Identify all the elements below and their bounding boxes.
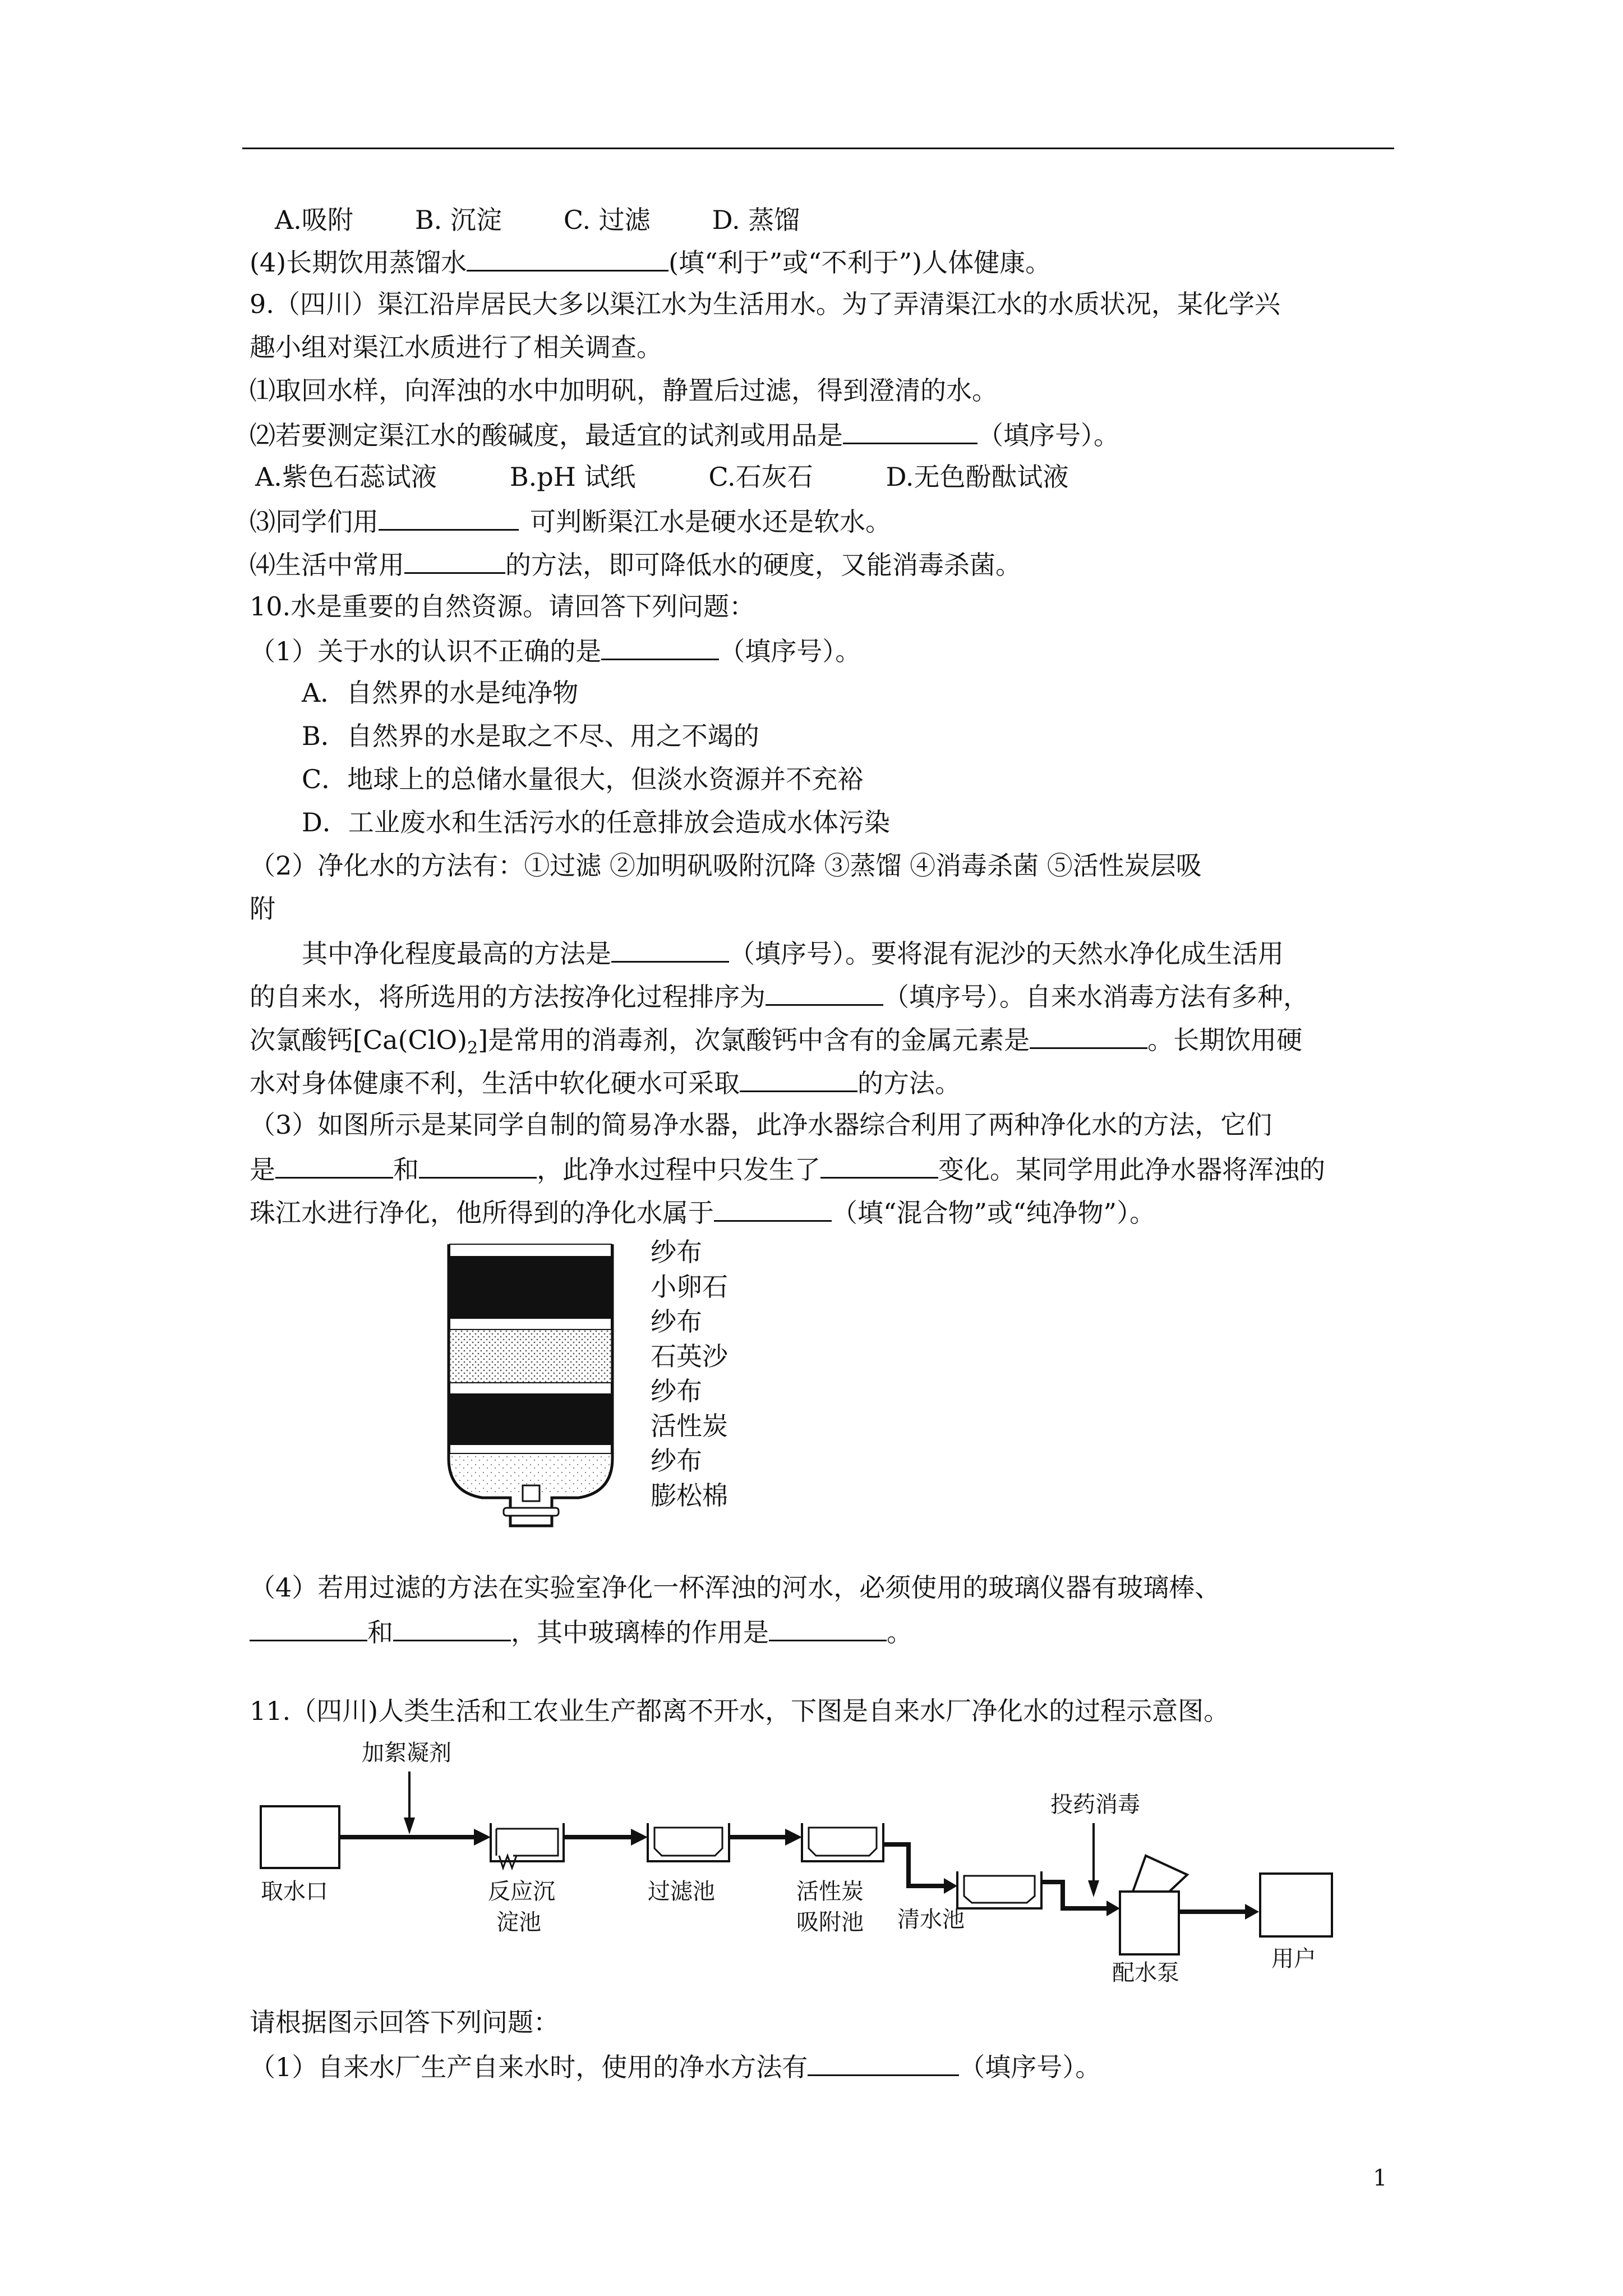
answer-blank[interactable] bbox=[769, 1614, 887, 1641]
flow-arrow bbox=[944, 1878, 957, 1894]
flow-arrow bbox=[474, 1829, 491, 1846]
filter-label: 活性炭 bbox=[651, 1411, 728, 1441]
layer-quartz-sand bbox=[450, 1329, 611, 1383]
q10-sub2-para3: 次氯酸钙$[Ca(ClO)_2]$是常用的消毒剂，次氯酸钙中含有的金属元素是 。长期饮用硬 bbox=[250, 1022, 1302, 1065]
q9-options bbox=[255, 460, 1069, 494]
q10-sub1: （1）关于水的认识不正确的是 （填序号）。 bbox=[250, 633, 861, 668]
water-filter-figure bbox=[426, 1234, 785, 1537]
q9-sub3: ⑶同学们用 可判断渠江水是硬水还是软水。 bbox=[250, 503, 891, 539]
answer-blank[interactable] bbox=[250, 1614, 367, 1641]
water-plant-flow-diagram bbox=[250, 1733, 1399, 1986]
clear-water-tank bbox=[964, 1876, 1035, 1903]
layer-activated-carbon bbox=[450, 1394, 611, 1444]
q10-sub1-option-d: D．工业废水和生活污水的任意排放会造成水体污染 bbox=[302, 807, 890, 838]
page-number: 1 bbox=[1373, 2165, 1387, 2191]
q11-sub1: （1）自来水厂生产自来水时，使用的净水方法有 （填序号）。 bbox=[250, 2049, 1101, 2084]
pump-label: 配水泵 bbox=[1112, 1960, 1179, 1986]
outlet-tube bbox=[523, 1485, 540, 1501]
q9-option-d: D.无色酚酞试液 bbox=[886, 462, 1069, 492]
clear-tank-label: 清水池 bbox=[897, 1907, 965, 1932]
flow-arrow bbox=[631, 1829, 648, 1846]
coagulant-arrow bbox=[404, 1818, 415, 1834]
answer-blank[interactable] bbox=[766, 978, 883, 1006]
q8-option-b: B. 沉淀 bbox=[414, 205, 502, 235]
q9-sub2: ⑵若要测定渠江水的酸碱度，最适宜的试剂或用品是 （填序号）。 bbox=[250, 417, 1119, 452]
filter-label: 纱布 bbox=[651, 1446, 702, 1476]
q11-prompt: 请根据图示回答下列问题： bbox=[250, 2007, 559, 2037]
sediment-label: 反应沉 bbox=[488, 1879, 555, 1904]
carbon-tank-label: 吸附池 bbox=[796, 1910, 864, 1935]
q10-sub4-line1: （4）若用过滤的方法在实验室净化一杯浑浊的河水，必须使用的玻璃仪器有玻璃棒、 bbox=[250, 1572, 1221, 1603]
answer-blank[interactable] bbox=[379, 503, 519, 531]
q10-sub1-option-b: B．自然界的水是取之不尽、用之不竭的 bbox=[302, 721, 759, 751]
q10-sub1-option-a: A．自然界的水是纯净物 bbox=[302, 678, 579, 708]
pump-box bbox=[1120, 1892, 1179, 1954]
answer-blank[interactable] bbox=[419, 1151, 537, 1179]
layer-gauze-3 bbox=[450, 1383, 611, 1394]
q8-option-a: A.吸附 bbox=[275, 205, 353, 235]
user-box bbox=[1260, 1874, 1332, 1936]
outlet-ring bbox=[504, 1508, 559, 1516]
q9-sub4: ⑷生活中常用 的方法，即可降低水的硬度，又能消毒杀菌。 bbox=[250, 546, 1021, 582]
filter-tank bbox=[654, 1828, 722, 1856]
q8-option-d: D. 蒸馏 bbox=[712, 205, 800, 235]
answer-blank[interactable] bbox=[740, 1065, 857, 1092]
q10-sub3-line1: （3）如图所示是某同学自制的简易净水器，此净水器综合利用了两种净化水的方法，它们 bbox=[250, 1110, 1272, 1140]
flow-arrow bbox=[1106, 1901, 1120, 1916]
q10-sub2-line1: （2）净化水的方法有：①过滤 ②加明矾吸附沉降 ③蒸馏 ④消毒杀菌 ⑤活性炭层吸 bbox=[250, 850, 1202, 881]
carbon-adsorption-tank bbox=[809, 1828, 877, 1856]
q10-stem: 10.水是重要的自然资源。请回答下列问题： bbox=[250, 591, 755, 622]
q10-sub1-option-c: C．地球上的总储水量很大，但淡水资源并不充裕 bbox=[302, 764, 864, 794]
q9-option-b: B.pH 试纸 bbox=[509, 462, 636, 492]
answer-blank[interactable] bbox=[393, 1614, 511, 1641]
answer-blank[interactable] bbox=[611, 935, 729, 963]
layer-gauze-4 bbox=[450, 1444, 611, 1453]
q9-stem-line1: 9.（四川）渠江沿岸居民大多以渠江水为生活用水。为了弄清渠江水的水质状况，某化学兴 bbox=[250, 289, 1280, 319]
q10-sub3-line2: 是 和 ，此净水过程中只发生了 变化。某同学用此净水器将浑浊的 bbox=[250, 1151, 1325, 1186]
q10-sub2-para2: 的自来水，将所选用的方法按净化过程排序为 （填序号）。自来水消毒方法有多种， bbox=[250, 978, 1309, 1014]
q9-option-a: A.紫色石蕊试液 bbox=[255, 462, 437, 492]
sediment-label: 淀池 bbox=[496, 1910, 541, 1935]
disinfectant-arrow bbox=[1088, 1880, 1099, 1897]
filter-label: 纱布 bbox=[651, 1306, 702, 1337]
q10-sub2-para1: 其中净化程度最高的方法是 （填序号）。要将混有泥沙的天然水净化成生活用 bbox=[302, 935, 1284, 970]
answer-blank[interactable] bbox=[275, 1151, 393, 1179]
header-rule bbox=[242, 148, 1394, 149]
filter-label: 膨松棉 bbox=[651, 1480, 728, 1511]
flow-arrow bbox=[1041, 1882, 1108, 1908]
flow-arrow bbox=[1245, 1904, 1259, 1920]
answer-blank[interactable] bbox=[714, 1194, 832, 1222]
q9-stem-line2: 趣小组对渠江水质进行了相关调查。 bbox=[250, 332, 662, 362]
intake-label: 取水口 bbox=[261, 1879, 328, 1904]
layer-gauze-2 bbox=[450, 1318, 611, 1329]
filter-label: 石英沙 bbox=[651, 1341, 728, 1372]
layer-gauze-1 bbox=[450, 1244, 611, 1257]
q8-sub4: (4)长期饮用蒸馏水 (填“利于”或“不利于”)人体健康。 bbox=[250, 244, 1051, 279]
q8-option-c: C. 过滤 bbox=[563, 205, 651, 235]
layer-pebbles bbox=[450, 1257, 611, 1318]
answer-blank[interactable] bbox=[843, 417, 978, 444]
q10-sub3-line3: 珠江水进行净化，他所得到的净化水属于 （填“混合物”或“纯净物”）。 bbox=[250, 1194, 1155, 1230]
answer-blank[interactable] bbox=[820, 1151, 938, 1179]
answer-blank[interactable] bbox=[467, 244, 668, 272]
pump-box bbox=[1133, 1856, 1187, 1892]
q10-sub4-line2: 和 ，其中玻璃棒的作用是 。 bbox=[250, 1614, 912, 1649]
q11-stem: 11.（四川)人类生活和工农业生产都离不开水，下图是自来水厂净化水的过程示意图。 bbox=[250, 1696, 1230, 1726]
answer-blank[interactable] bbox=[601, 633, 719, 660]
answer-blank[interactable] bbox=[808, 2049, 959, 2076]
q10-sub2-para4: 水对身体健康不利，生活中软化硬水可采取 的方法。 bbox=[250, 1065, 961, 1100]
sediment-tank bbox=[496, 1829, 558, 1856]
answer-blank[interactable] bbox=[1030, 1022, 1147, 1049]
filter-label: 小卵石 bbox=[651, 1272, 728, 1302]
q9-option-c: C.石灰石 bbox=[708, 462, 813, 492]
user-label: 用户 bbox=[1271, 1946, 1316, 1972]
q8-options bbox=[275, 203, 800, 237]
q10-sub2-line2: 附 bbox=[250, 894, 275, 924]
flow-arrow bbox=[785, 1829, 802, 1846]
add-coagulant-label: 加絮凝剂 bbox=[362, 1740, 451, 1766]
q9-sub1: ⑴取回水样，向浑浊的水中加明矾，静置后过滤，得到澄清的水。 bbox=[250, 375, 998, 406]
intake-box bbox=[261, 1806, 339, 1868]
answer-blank[interactable] bbox=[404, 546, 505, 574]
carbon-tank-label: 活性炭 bbox=[796, 1879, 864, 1904]
filter-label: 纱布 bbox=[651, 1237, 702, 1267]
flow-arrow bbox=[883, 1844, 945, 1886]
filter-label: 纱布 bbox=[651, 1376, 702, 1406]
filter-tank-label: 过滤池 bbox=[648, 1879, 715, 1904]
add-disinfectant-label: 投药消毒 bbox=[1050, 1792, 1140, 1818]
